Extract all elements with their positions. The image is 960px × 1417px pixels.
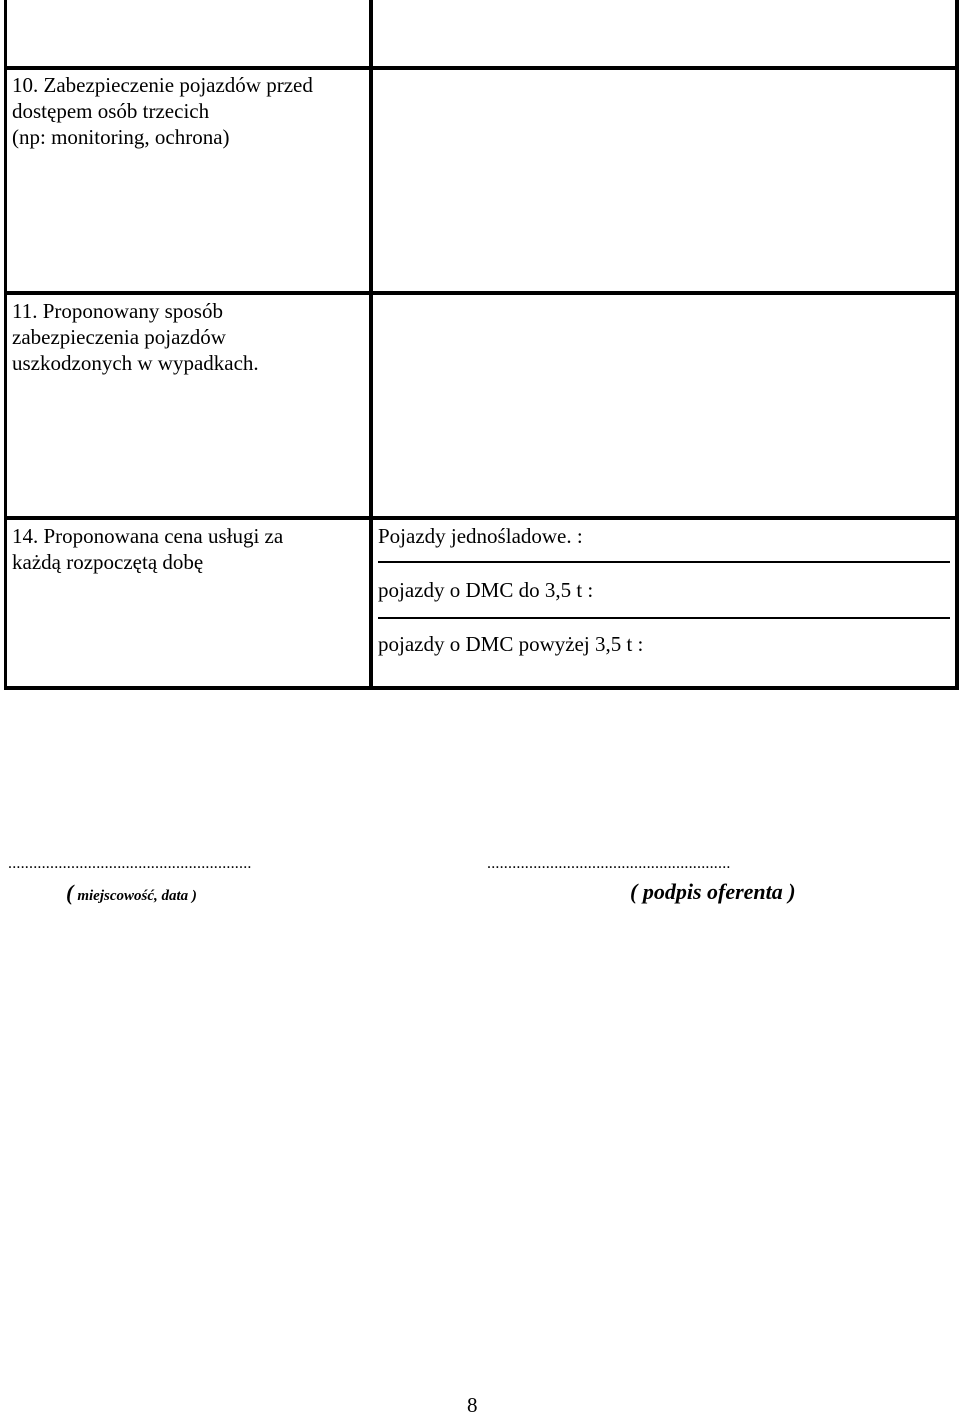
row-11-answer-cell[interactable]: [373, 295, 955, 516]
bidder-signature-caption: ( podpis oferenta ): [630, 879, 796, 904]
row-10-answer-cell[interactable]: [373, 70, 955, 291]
place-date-caption-text: miejscowość, data ): [77, 888, 197, 904]
page-number: 8: [467, 1393, 478, 1417]
table-bottom-border: [4, 686, 959, 690]
table-left-border: [4, 0, 7, 690]
row-11-label: 11. Proponowany sposób zabezpieczenia pojazdów uszkodzonych w wypadkach.: [12, 299, 259, 375]
row-10-label: 10. Zabezpieczenie pojazdów przed dostępem osób trzecich (np: monitoring, ochrona): [12, 73, 313, 149]
rate-single-track-label: Pojazdy jednośladowe. :: [378, 524, 583, 548]
row-14-label: 14. Proponowana cena usługi za każdą rozpoczętą dobę: [12, 524, 284, 574]
row-divider-lower: [4, 516, 959, 520]
bidder-signature-line[interactable]: ..........................................................: [487, 855, 731, 872]
place-date-caption: [66, 880, 197, 906]
rate-over-3-5t-label: pojazdy o DMC powyżej 3,5 t :: [378, 632, 644, 656]
rate-single-track-field[interactable]: [378, 561, 950, 563]
place-date-caption-paren: (: [66, 880, 74, 905]
rate-up-to-3-5t-label: pojazdy o DMC do 3,5 t :: [378, 578, 594, 602]
table-right-border: [955, 0, 959, 690]
place-date-signature-line[interactable]: ..........................................................: [8, 855, 252, 872]
rate-up-to-3-5t-field[interactable]: [378, 617, 950, 619]
